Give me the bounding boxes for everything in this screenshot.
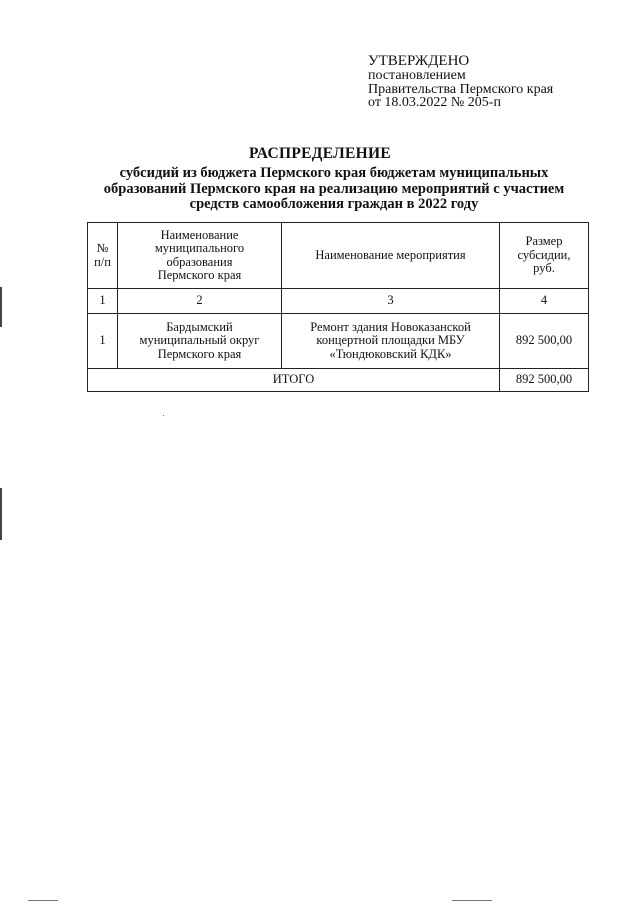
table-header-row [88, 223, 589, 289]
total-row [88, 369, 589, 392]
column-numbers-row [88, 289, 589, 314]
column-number: 4 [500, 289, 589, 314]
cell-text: Ремонт здания Новоказанской [310, 319, 471, 334]
approval-line: Правительства Пермского края [368, 81, 554, 97]
header-text: Пермского края [157, 268, 242, 282]
scan-speck [163, 415, 164, 416]
header-text: Наименование мероприятия [315, 247, 466, 262]
header-text: п/п [94, 254, 111, 269]
header-municipality [118, 223, 282, 289]
document-title: РАСПРЕДЕЛЕНИЕ [249, 145, 391, 162]
row-amount: 892 500,00 [500, 314, 589, 369]
cell-text: концертной площадки МБУ [316, 333, 465, 348]
row-event [282, 314, 500, 369]
approval-stamp [368, 54, 553, 110]
column-number: 1 [88, 289, 118, 314]
column-number: 2 [118, 289, 282, 314]
scan-speck [28, 900, 58, 901]
approval-heading: УТВЕРЖДЕНО [368, 53, 470, 69]
subsidy-table [87, 222, 589, 392]
row-number: 1 [88, 314, 118, 369]
header-text: субсидии, [517, 247, 571, 262]
header-event [282, 223, 500, 289]
approval-date-number: от 18.03.2022 № 205-п [368, 95, 501, 110]
table-row [88, 314, 589, 369]
header-text: Размер [525, 234, 563, 249]
document-subtitle [84, 166, 584, 213]
subtitle-line: образований Пермского края на реализацию мероприятий с участием [103, 180, 565, 197]
header-text: руб. [533, 261, 555, 276]
header-text: Наименование [160, 227, 239, 242]
cell-text: муниципальный округ [139, 333, 260, 348]
column-number: 3 [282, 289, 500, 314]
row-municipality [118, 314, 282, 369]
header-text: муниципального [154, 241, 245, 255]
cell-text: Пермского края [157, 346, 242, 361]
scan-edge-mark [0, 287, 2, 327]
header-amount [500, 223, 589, 289]
subtitle-line: субсидий из бюджета Пермского края бюджетам муниципальных [119, 165, 549, 181]
scan-speck [452, 900, 492, 901]
header-text: образования [166, 254, 233, 269]
total-label: ИТОГО [88, 369, 500, 392]
total-amount: 892 500,00 [500, 369, 589, 392]
subtitle-line: средств самообложения граждан в 2022 году [189, 196, 479, 212]
cell-text: Бардымский [166, 319, 233, 334]
approval-line: постановлением [368, 68, 466, 83]
header-number [88, 223, 118, 289]
header-text: № [96, 241, 109, 255]
cell-text: «Тюндюковский КДК» [329, 346, 452, 361]
scan-edge-mark [0, 488, 2, 540]
